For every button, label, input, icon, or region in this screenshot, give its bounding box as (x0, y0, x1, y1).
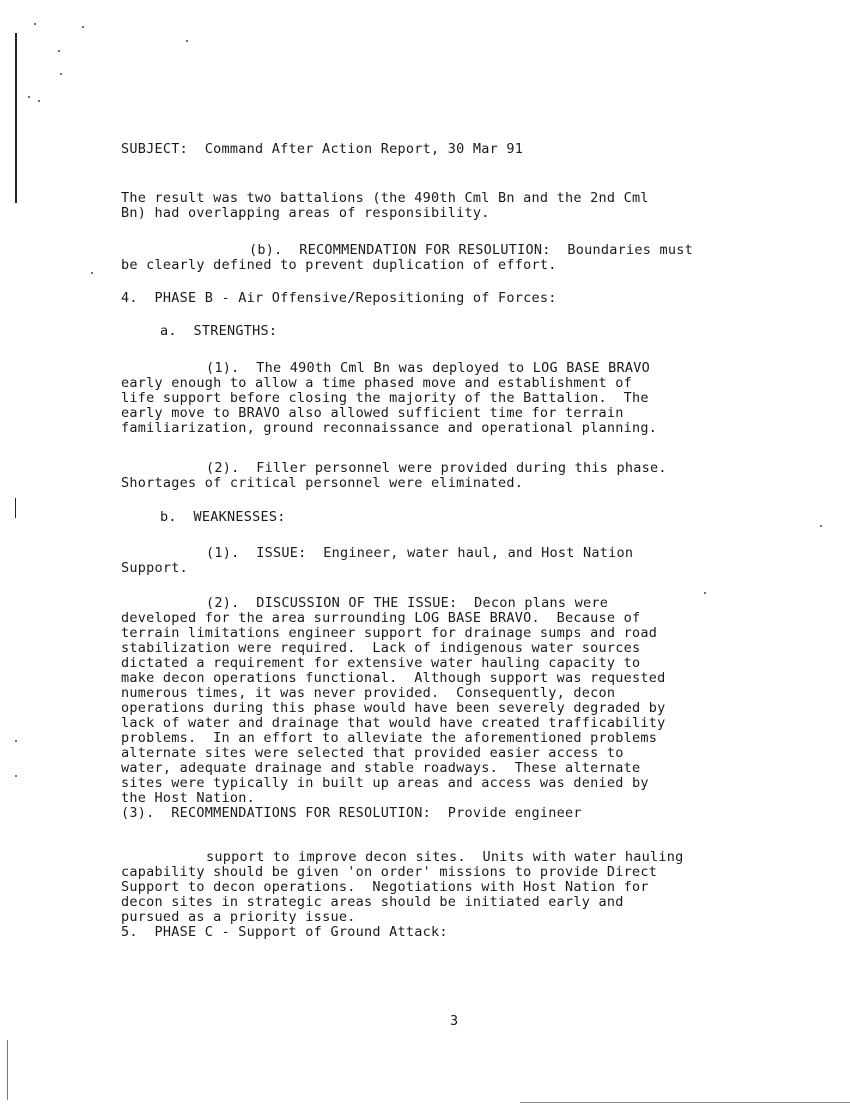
body-line: The result was two battalions (the 490th Cml Bn and the 2nd Cml (121, 190, 649, 206)
body-line: early move to BRAVO also allowed sufficient time for terrain (121, 405, 624, 421)
section-heading: 4. PHASE B - Air Offensive/Repositioning of Forces: (121, 290, 557, 306)
scan-speck (58, 50, 60, 52)
left-margin-scan-mark-lower (7, 1040, 8, 1100)
body-line: (b). RECOMMENDATION FOR RESOLUTION: Boundaries must (249, 242, 694, 258)
body-line: life support before closing the majority of the Battalion. The (121, 390, 649, 406)
subject-line: SUBJECT: Command After Action Report, 30 Mar 91 (121, 141, 524, 157)
body-line: 5. PHASE C - Support of Ground Attack: (121, 924, 448, 940)
body-line: be clearly defined to prevent duplication of effort. (121, 257, 557, 273)
body-line: water, adequate drainage and stable roadways. These alternate (121, 760, 641, 776)
left-margin-scan-mark (15, 498, 16, 518)
body-line: dictated a requirement for extensive water hauling capacity to (121, 655, 641, 671)
scan-speck (28, 96, 30, 98)
scan-speck (34, 23, 36, 25)
scan-bottom-edge (520, 1102, 850, 1103)
body-line: decon sites in strategic areas should be initiated early and (121, 894, 624, 910)
scan-speck (186, 40, 188, 42)
body-line: (3). RECOMMENDATIONS FOR RESOLUTION: Provide engineer (121, 805, 582, 821)
body-line: pursued as a priority issue. (121, 909, 356, 925)
body-line: (2). Filler personnel were provided during this phase. (206, 460, 667, 476)
scan-speck (91, 272, 93, 274)
body-line: sites were typically in built up areas and access was denied by (121, 775, 649, 791)
scan-speck (82, 26, 84, 28)
body-line: lack of water and drainage that would have created trafficability (121, 715, 666, 731)
body-line: early enough to allow a time phased move and establishment of (121, 375, 633, 391)
subsection-heading: b. WEAKNESSES: (160, 509, 286, 525)
left-margin-scan-bar (15, 33, 17, 203)
body-line: terrain limitations engineer support for drainage sumps and road (121, 625, 658, 641)
body-line: Bn) had overlapping areas of responsibility. (121, 205, 490, 221)
body-line: (2). DISCUSSION OF THE ISSUE: Decon plans were (206, 595, 609, 611)
body-line: Support to decon operations. Negotiations with Host Nation for (121, 879, 649, 895)
body-line: operations during this phase would have been severely degraded by (121, 700, 666, 716)
page-number: 3 (450, 1013, 459, 1029)
body-line: numerous times, it was never provided. Consequently, decon (121, 685, 616, 701)
body-line: developed for the area surrounding LOG BASE BRAVO. Because of (121, 610, 641, 626)
scan-speck (60, 73, 62, 75)
body-line: Support. (121, 560, 189, 576)
body-line: the Host Nation. (121, 790, 256, 806)
body-line: capability should be given 'on order' missions to provide Direct (121, 864, 658, 880)
body-line: make decon operations functional. Although support was requested (121, 670, 666, 686)
body-line: stabilization were required. Lack of indigenous water sources (121, 640, 641, 656)
body-line: problems. In an effort to alleviate the aforementioned problems (121, 730, 658, 746)
body-line: alternate sites were selected that provided easier access to (121, 745, 624, 761)
scan-speck (38, 100, 40, 102)
scan-speck (15, 775, 17, 777)
body-line: Shortages of critical personnel were eliminated. (121, 475, 524, 491)
scan-speck (820, 525, 822, 527)
scan-speck (704, 592, 706, 594)
body-line: (1). The 490th Cml Bn was deployed to LOG BASE BRAVO (206, 360, 651, 376)
body-line: (1). ISSUE: Engineer, water haul, and Host Nation (206, 545, 634, 561)
body-line: support to improve decon sites. Units with water hauling (206, 849, 684, 865)
subsection-heading: a. STRENGTHS: (160, 323, 278, 339)
body-line: familiarization, ground reconnaissance and operational planning. (121, 420, 658, 436)
scan-speck (15, 740, 17, 742)
